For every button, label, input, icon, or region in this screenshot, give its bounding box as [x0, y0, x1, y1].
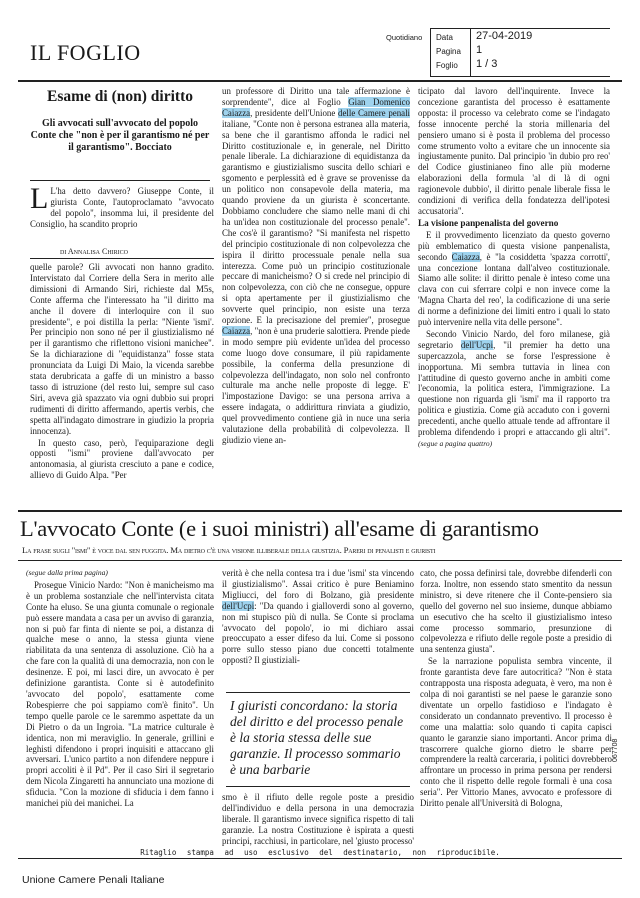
front-col3-body — [418, 86, 610, 504]
inside-col3-paragraph: cato, che possa definirsi tale, dovrebbe difenderli con forza. Inoltre, non essendo stato smentito da nessun ministro, si deve ritenere che il Conte-pensiero sia quello del governo nel suo insieme, dunque abbiamo un esecutivo che ha scelto il giustizialismo inteso come processo sommario, presunzione di colpevolezza e rifiuto delle regole poste a presidio di una sentenza giusta". — [420, 568, 612, 655]
front-col2-body — [222, 86, 410, 504]
highlight-caiazza: Caiazza — [222, 325, 251, 336]
meta-box-bottom-border — [430, 76, 610, 77]
front-col3-paragraph: Secondo Vinicio Nardo, del foro milanese, già segretario dell'Ucpi, "il premier ha detto una supercazzola, anche se forse l'espressione è inopportuna. Mi sembra tuttavia in linea con l'attitudine di questo governo anche in ambiti come l'economia, la politica estera, l'immigrazione. La questione non riguarda gli 'ismi' ma il rapporto tra politica e giustizia. Come già accaduto con i governi precedenti, anche quello attuale tende ad affrontare il problema difendendo i propri e attaccando gli altri". (segue a pagina quattro) — [418, 328, 610, 448]
front-col1-body — [30, 262, 214, 502]
reproduction-notice: Ritaglio stampa ad uso esclusivo del destinatario, non riproducibile. — [140, 848, 500, 857]
inside-col3-body — [420, 568, 612, 846]
front-col1-paragraph: quelle parole? Gli avvocati non hanno gradito. Intervistato dal Corriere della Sera in merito alle dimissioni di Armando Siri, richieste dal M5s, Conte afferma che l'interessato ha "il diritto ma anche il dovere di interloquire con il suo presidente", e poi distilla la perla: "Niente 'ismi'. Per principio non sono né per il giustizialismo né per il garantismo che riflettono visioni manichee". Se la dichiarazione di "equidistanza" fosse stata pronunciata da Luigi Di Maio, la vicenda sarebbe stata derubricata a gaffe di un ministro a basso tasso di istruzione (del resto lui, sempre sul caso Siri, aveva già spazzato via ogni dubbio sui propri rudimenti di diritto affermando, apertis verbis, che spetta all'indagato dimostrare in giudizio la propria innocenza). — [30, 262, 214, 436]
side-code: 067708 — [612, 738, 619, 762]
meta-box-divider — [470, 28, 471, 76]
front-col2-paragraph: un professore di Diritto una tale affermazione è sorprendente", dice al Foglio Gian Domenico Caiazza, presidente dell'Unione delle Camere penali italiane, "Conte non è persona estranea alla materia, sa bene che il garantismo affonda le radici nel Diritto costituzionale e, in generale, nel Diritto penale liberale. La dichiarazione di equidistanza da garantismo e giustizialismo suscita dello schiarì e sgomento e perplessità ed è grave se provenisse da un politico non consapevole della materia, ma quando proviene da un giurista è sconcertante. Dobbiamo concludere che siamo nelle mani di chi ha un'idea non costituzionale del processo penale". Che cos'è il garantismo? "Si manifesta nel rispetto del principio costituzionale di non colpevolezza che ispira il diritto processuale penale nella sua interezza. Come può un principio costituzionale peccare di manicheismo? O si crede nel principio di non colpevolezza, con ciò che ne consegue, oppure si opta apertamente per il giustizialismo che sovverte quel principio, non esiste una terza opzione. E la precisazione del premier", prosegue Caiazza, "non è una pruderie salottiera. Prende piede in modo sempre più evidente un'idea del processo come luogo dove consumare, il più rapidamente possibile, la conferma della presunzione di colpevolezza dell'indagato, non solo nel confronto culturale ma anche nelle proposte di legge. E' l'impostazione Davigo: se una persona arriva a essere indagata, o addirittura rinviata a giudizio, quel provvedimento contiene già in nuce una seria valutazione della probabilità di colpevolezza. Il giudizio viene an- — [222, 86, 410, 445]
header-rule — [18, 80, 622, 82]
source-label: Unione Camere Penali Italiane — [22, 874, 165, 886]
lead-text: L'ha detto davvero? Giuseppe Conte, il giurista Conte, l'autoproclamato "avvocato del popolo", insomma lui, il presidente del Consiglio, ha scandito proprio — [30, 186, 214, 229]
front-col1-paragraph: In questo caso, però, l'equiparazione degli opposti "ismi" proviene dall'avvocato per antonomasia, al giurista cresciuto a pane e codice, allievo di Guido Alpa. "Per — [30, 437, 214, 481]
inside-col3-paragraph: Se la narrazione populista sembra vincente, il fronte garantista deve fare autocritica? "Non è stata contrapposta una risposta adeguata, è vero, ma non è colpa di noi garantisti se nel paese le garanzie sono diventate un orpello fastidioso e l'indagato è considerato un condannato preventivo. Il processo è come una malattia: solo quando ti capita capisci quanto le garanzie siano importanti. Ancor prima di trascorrere qualche giorno dietro le sbarre per comprendere la realtà carceraria, i politici dovrebbero affrontare un processo in prima persona per rendersi conto che il rispetto delle regole formali è una cosa seria". Per Vittorio Manes, avvocato e professore di Diritto penale all'Università di Bologna, — [420, 656, 612, 809]
pullquote-bottom-rule — [226, 786, 410, 787]
front-summary: Gli avvocati sull'avvocato del popolo Conte che "non è per il garantismo né per il garantismo". Bocciato — [30, 118, 210, 153]
footer-rule — [18, 858, 622, 859]
inside-col2-bottom — [222, 792, 414, 846]
highlight-ucpi-2: dell'Ucpi — [222, 600, 255, 611]
meta-box-top-border — [430, 28, 610, 29]
front-col3-paragraph: E il provvedimento licenziato da questo governo più emblematico di questa visione panpenalista, secondo Caiazza, è "la cosiddetta 'spazza corrotti', una concezione lontana dall'alveo costituzionale. Siamo alle solite: il diritto penale è inteso come una clava con cui sferrare colpi e non invece come la 'Magna Charta del reo', la codificazione di una serie di norme a definizione dei limiti entro i quali lo stato può intervenire nella vita delle persone". — [418, 229, 610, 328]
meta-value-page: 1 — [476, 44, 483, 56]
inside-deck: La frase sugli "ismi" è voce dal sen fuggita. Ma dietro c'è una visione illiberale della giustizia. Pareri di penalisti e giuristi — [22, 545, 436, 555]
continued-from: (segue dalla prima pagina) — [26, 568, 108, 577]
meta-key-page: Pagina — [436, 47, 461, 56]
highlight-caiazza-2: Caiazza — [451, 251, 480, 262]
inside-col1-body — [26, 568, 214, 840]
drop-cap: L — [30, 186, 49, 215]
front-lead — [30, 186, 214, 244]
col3-subheading: La visione panpenalista del governo — [418, 217, 559, 228]
byline: di Annalisa Chirico — [60, 247, 129, 256]
front-title: Esame di (non) diritto — [47, 88, 193, 105]
highlight-ucpi: dell'Ucpi — [460, 339, 494, 350]
pullquote-top-rule — [226, 692, 410, 693]
front-col3-paragraph: ticipato dal lavoro dell'inquirente. Invece la concezione garantista del processo è esattamente opposta: il processo va celebrato come se l'indagato fosse innocente perché la storia millenaria del pensiero umano si è posta il problema del processo come strumento volto a evitare che un innocente sia ingiustamente punito. Dal principio 'in dubio pro reo' del Codice giustinianeo fino alle più moderne elaborazioni della formula 'al di là di ogni ragionevole dubbio', il diritto penale liberale fissa le condizioni di verifica della fondatezza dell'ipotesi accusatoria". — [418, 86, 610, 216]
byline-rule — [30, 258, 214, 259]
inside-col1-paragraph: Prosegue Vinicio Nardo: "Non è manicheismo ma è un problema sostanziale che nell'intervista citata Conte ha eluso. Se una giunta comunale o regionale può essere mandata a casa per un avviso di garanzia, non si può far finta di niente se poi, a distanza di qualche mese o anno, la stessa giunta viene riabilitata da una sentenza di assoluzione. Ciò ha a che fare con la qualità di una democrazia, non con le desinenze. E poi, mi lasci dire, un avvocato è per definizione garantista. Conte si è autodefinito 'avvocato del popolo', esattamente come Robespierre che poi sappiamo com'è finito". Un tempo quelle parole ce le saremmo aspettate da un Di Pietro o da un Ingroia. "La matrice culturale è identica, non mi meraviglio. In generale, grillini e leghisti difendono i propri inquisiti e attaccano gli avversari. L'unico partito a non difendere neppure i propri accoliti è il Pd". Per il caso Siri il segretario dem Nicola Zingaretti ha annunciato una mozione di sfiducia. "Con la mozione di sfiducia i dem fanno i manichei più dei manichei. La — [26, 579, 214, 809]
continue-note: (segue a pagina quattro) — [418, 439, 493, 448]
inside-headline: L'avvocato Conte (e i suoi ministri) all'esame di garantismo — [20, 516, 539, 541]
deck-rule — [18, 560, 622, 561]
highlight-caiazza-name: Gian Domenico Caiazza — [222, 96, 410, 118]
section-divider — [18, 510, 622, 512]
inside-col2-top — [222, 568, 414, 684]
summary-rule — [30, 180, 210, 181]
meta-box-left-border — [430, 28, 431, 76]
highlight-camere-penali: delle Camere penali — [338, 107, 410, 118]
pull-quote: I giuristi concordano: la storia del diritto e del processo penale è la storia stessa delle sue garanzie. Il processo sommario è una barbarie — [230, 698, 404, 777]
front-lead-paragraph — [30, 186, 214, 230]
masthead: IL FOGLIO — [30, 40, 141, 65]
publication-type: Quotidiano — [386, 33, 423, 42]
meta-key-date: Data — [436, 33, 453, 42]
meta-value-date: 27-04-2019 — [476, 30, 533, 42]
inside-col2-paragraph: verità è che nella contesa tra i due 'ismi' sta vincendo il giustizialismo". Assai critico è pure Beniamino Migliucci, del foro di Bolzano, già presidente dell'Ucpi: "Da quando i gialloverdi sono al governo, non mi stupisco più di nulla. Se Conte si proclama 'avvocato del popolo', io mi dichiaro assai preoccupato a esser difeso da lui. Come si possono porre sullo stesso piano due concetti totalmente opposti? Il giustiziali- — [222, 568, 414, 666]
meta-key-sheet: Foglio — [436, 61, 458, 70]
meta-value-sheet: 1 / 3 — [476, 58, 498, 70]
inside-col2-paragraph: smo è il rifiuto delle regole poste a presidio dell'individuo e della persona in una democrazia liberale. Il garantismo invece significa rispetto di tali garanzie. La nostra Costituzione è ispirata a questi principi, racchiusi, in particolare, nel 'giusto processo' — [222, 792, 414, 846]
